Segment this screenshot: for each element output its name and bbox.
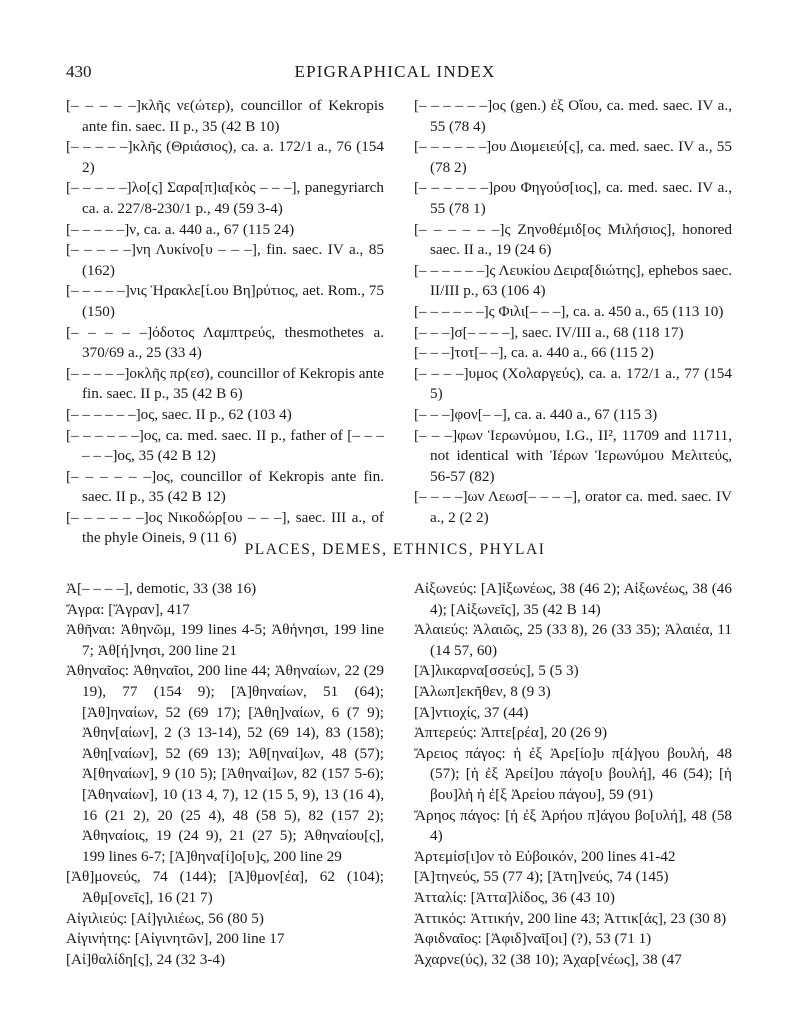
index-entry: [– – – – –]κλῆς νε(ώτερ), councillor of Kekropis ante fin. saec. II p., 35 (42 B 10) xyxy=(66,97,384,135)
index-entry: [Ἀ]τηνεύς, 55 (77 4); [Ἀτη]νεύς, 74 (145) xyxy=(414,868,669,886)
index-entry: [Ἀλωπ]εκῆθεν, 8 (9 3) xyxy=(414,682,551,700)
section-heading: PLACES, DEMES, ETHNICS, PHYLAI xyxy=(244,541,546,558)
index-entry: [– – – – – –]ς Ζηνοθέμιδ[ος Μιλήσιος], honored saec. II a., 19 (24 6) xyxy=(414,220,732,259)
index-entry: [– – –]φων Ἱερωνύμου, I.G., II², 11709 and 11711, not identical with Ἱέρων Ἱερωνύμου Μελιτεύς, 56-57 (82) xyxy=(414,426,732,485)
index-entry: [Ἀ]ντιοχίς, 37 (44) xyxy=(414,703,529,721)
index-entry: Ἀθηναῖος: Ἀθηναῖοι, 200 line 44; Ἀθηναίων, 22 (29 19), 77 (154 9); [Ἀ]θηναίων, 51 (64); [Ἀθ]ηναίων, 52 (69 17); [Ἀθη]ναίων, 6 (7 9); Ἀθην[αίων], 2 (3 13-14), 52 (69 14), 83 (158); Ἀθη[ναίων], 52 (69 13); Ἀθ[ηναί]ων, 48 (57); Ἀ[θηναίων], 9 (10 5); [Ἀθηναί]ων, 82 (157 5-6); [Ἀθηναίων], 10 (13 4, 7), 12 (15 5, 9), 13 (16 4), 16 (21 2), 20 (25 4), 48 (58 5), 82 (157 2); Ἀθηναίοις, 19 (24 9), 21 (27 5); Ἀθηναίου[ς], 199 lines 6-7; [Ἀ]θηνα[ί]ο[υ]ς, 200 line 29 xyxy=(66,662,384,865)
index-entry: Ἄγρα: [Ἄγραν], 417 xyxy=(66,600,190,618)
index-entry: Αἰγινήτης: [Αἰγινητῶν], 200 line 17 xyxy=(66,930,285,948)
index-entry: Ἀτταλίς: [Ἀττα]λίδος, 36 (43 10) xyxy=(414,888,615,906)
index-entry: Ἀπτερεύς: Ἀπτε[ρέα], 20 (26 9) xyxy=(414,724,608,742)
index-entry: Ἄρειος πάγος: ἡ ἐξ Ἀρε[ίο]υ π[ά]γου βουλή, 48 (57); [ἡ ἐξ Ἀρεί]ου πάγο[υ βουλή], 46 (54); [ἡ βου]λὴ ἡ ἐ[ξ Ἀρείου πάγου], 59 (91) xyxy=(414,744,732,803)
index-entry: [– – – – –]οκλῆς πρ(εσ), councillor of Kekropis ante fin. saec. II p., 35 (42 B 6) xyxy=(66,364,384,403)
index-entry: [– – –]τοτ[– –], ca. a. 440 a., 66 (115 2) xyxy=(414,344,654,362)
index-column-top-left xyxy=(66,96,384,549)
index-entry: [– – – – –]όδοτος Λαμπτρεύς, thesmothetes a. 370/69 a., 25 (33 4) xyxy=(66,323,384,362)
index-entry: [– – – – – –]ς Λευκίου Δειρα[διώτης], ephebos saec. II/III p., 63 (106 4) xyxy=(414,261,732,300)
index-entry: [– – – – – –]ρου Φηγούσ[ιος], ca. med. saec. IV a., 55 (78 1) xyxy=(414,179,732,217)
index-entry: [– – – – –]λο[ς] Σαρα[π]ια[κὸς – – –], panegyriarch ca. a. 227/8-230/1 p., 49 (59 3-4) xyxy=(66,179,384,217)
index-column-bottom-right xyxy=(414,579,732,970)
index-entry: [– – – – –]κλῆς (Θριάσιος), ca. a. 172/1 a., 76 (154 2) xyxy=(66,138,384,176)
index-entry: Ἀχαρνε(ύς), 32 (38 10); Ἀχαρ[νέως], 38 (47 xyxy=(414,950,682,968)
index-entry: [– – – –]ων Λεωσ[– – – –], orator ca. med. saec. IV a., 2 (2 2) xyxy=(414,488,732,526)
index-entry: Ἀρτεμίσ[ι]ον τὸ Εὐβοικόν, 200 lines 41-42 xyxy=(414,847,676,865)
index-entry: [Αἰ]θαλίδη[ς], 24 (32 3-4) xyxy=(66,950,226,968)
index-entry: [Ἀθ]μονεύς, 74 (144); [Ἀ]θμον[έα], 62 (104); Ἀθμ[ονεῖς], 16 (21 7) xyxy=(66,868,384,906)
index-entry: [– – – – –]ν, ca. a. 440 a., 67 (115 24) xyxy=(66,220,295,238)
index-entry: Ἄρηος πάγος: [ἡ ἐξ Ἀρήου π]άγου βο[υλή], 48 (58 4) xyxy=(414,806,732,845)
index-entry: [– – –]φον[– –], ca. a. 440 a., 67 (115 3) xyxy=(414,405,658,423)
index-entry: [– – – – – –]ος, ca. med. saec. II p., father of [– – – – – –]ος, 35 (42 B 12) xyxy=(66,426,384,465)
index-entry: Αἰγιλιεύς: [Αἰ]γιλιέως, 56 (80 5) xyxy=(66,909,264,927)
index-entry: [– – – –]υμος (Χολαργεύς), ca. a. 172/1 a., 77 (154 5) xyxy=(414,364,732,403)
index-entry: [– – – – –]νις Ἡρακλε[ί.ου Βη]ρύτιος, aet. Rom., 75 (150) xyxy=(66,282,384,320)
page-number: 430 xyxy=(66,62,92,81)
index-column-bottom-left xyxy=(66,579,384,970)
index-entry: [– – – – – –]ος (gen.) ἐξ Οἴου, ca. med. saec. IV a., 55 (78 4) xyxy=(414,97,732,135)
index-column-top-right xyxy=(414,96,732,528)
index-entry: [– – – – – –]ου Διομειεύ[ς], ca. med. saec. IV a., 55 (78 2) xyxy=(414,138,732,176)
index-entry: [Ἁ]λικαρνα[σσεύς], 5 (5 3) xyxy=(414,662,579,680)
index-entry: [– – – – – –]ς Φιλι[– – –], ca. a. 450 a., 65 (113 10) xyxy=(414,302,724,320)
index-entry: Ἀθῆναι: Ἀθηνῶμ, 199 lines 4-5; Ἀθήνησι, 199 line 7; Ἀθ[ή]νησι, 200 line 21 xyxy=(66,621,384,659)
index-entry: Αἰξωνεύς: [Α]ἰξωνέως, 38 (46 2); Αἰξωνέως, 38 (46 4); [Αἰξωνεῖς], 35 (42 B 14) xyxy=(414,580,732,618)
index-entry: Ἁλαιεύς: Ἁλαιῶς, 25 (33 8), 26 (33 35); Ἁλαιέα, 11 (14 57, 60) xyxy=(414,621,732,659)
index-entry: [– – – – – –]ος Νικοδώρ[ου – – –], saec. III a., of the phyle Oineis, 9 (11 6) xyxy=(66,508,384,547)
running-title: EPIGRAPHICAL INDEX xyxy=(294,62,496,81)
index-entry: [– – –]σ[– – – –], saec. IV/III a., 68 (118 17) xyxy=(414,323,684,341)
index-entry: [– – – – – –]ος, councillor of Kekropis ante fin. saec. II p., 35 (42 B 12) xyxy=(66,467,384,506)
index-entry: [– – – – –]νη Λυκίνο[υ – – –], fin. saec. IV a., 85 (162) xyxy=(66,241,384,279)
index-entry: Ἀφιδναῖος: [Ἀφιδ]ναῖ[οι] (?), 53 (71 1) xyxy=(414,930,652,948)
index-entry: Ἀττικός: Ἀττικήν, 200 line 43; Ἀττικ[άς], 23 (30 8) xyxy=(414,909,727,927)
index-entry: Ἀ[– – – –], demotic, 33 (38 16) xyxy=(66,580,257,597)
index-entry: [– – – – – –]ος, saec. II p., 62 (103 4) xyxy=(66,405,292,423)
